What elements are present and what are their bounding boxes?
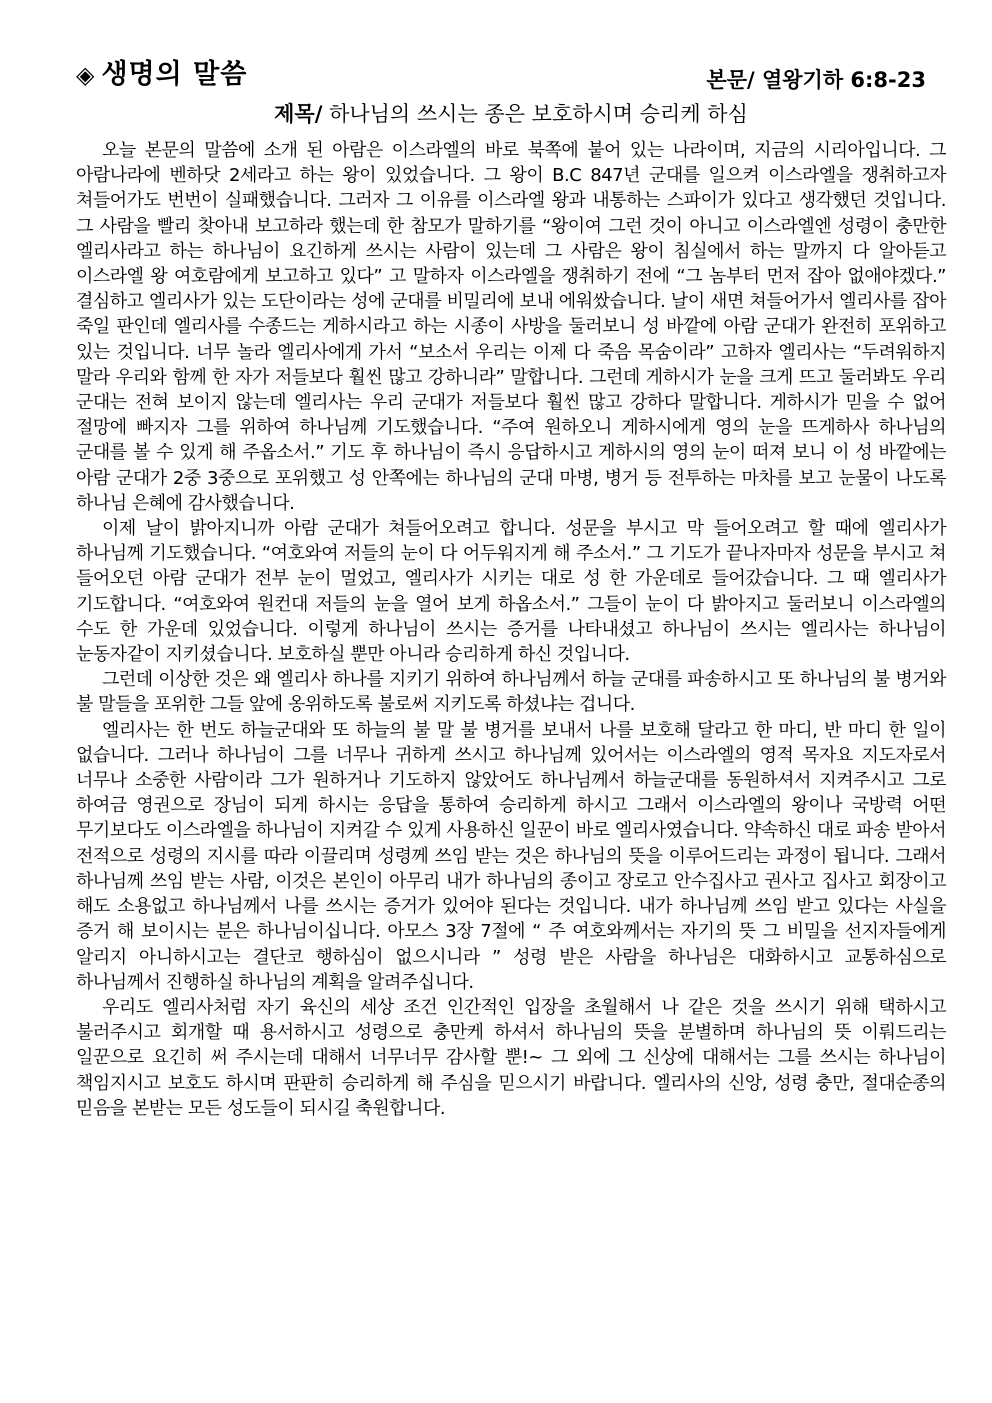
subject-text: 하나님의 쓰시는 종은 보호하시며 승리케 하심 bbox=[329, 102, 748, 126]
section-title-text: 생명의 말씀 bbox=[101, 59, 248, 90]
header bbox=[76, 52, 946, 96]
paragraph-1: 오늘 본문의 말씀에 소개 된 아람은 이스라엘의 바로 북쪽에 붙어 있는 나라이며, 지금의 시리아입니다. 그 아람나라에 벤하닷 2세라고 하는 왕이 있었습니다. 그 왕이 B.C 847년 군대를 일으켜 이스라엘을 쟁취하고자 쳐들어가도 번번이 실패했습니다. 그러자 그 이유를 이스라엘 왕과 내통하는 스파이가 있다고 생각했던 것입니다. 그 사람을 빨리 찾아내 보고하라 했는데 한 참모가 말하기를 “왕이여 그런 것이 아니고 이스라엘엔 성령이 충만한 엘리사라고 하는 하나님이 요긴하게 쓰시는 사람이 있는데 그 사람은 왕이 침실에서 하는 말까지 다 알아듣고 이스라엘 왕 여호람에게 보고하고 있다” 고 말하자 이스라엘을 쟁취하기 전에 “그 놈부터 먼저 잡아 없애야겠다.” 결심하고 엘리사가 있는 도단이라는 성에 군대를 비밀리에 보내 에워쌌습니다. 날이 새면 쳐들어가서 엘리사를 잡아 죽일 판인데 엘리사를 수종드는 게하시라고 하는 시종이 사방을 둘러보니 성 바깥에 아람 군대가 완전히 포위하고 있는 것입니다. 너무 놀라 엘리사에게 가서 “보소서 우리는 이제 다 죽음 목숨이라” 고하자 엘리사는 “두려워하지 말라 우리와 함께 한 자가 저들보다 훨씬 많고 강하니라” 말합니다. 그런데 게하시가 눈을 크게 뜨고 둘러봐도 우리 군대는 전혀 보이지 않는데 엘리사는 우리 군대가 저들보다 훨씬 많고 강하다 말합니다. 게하시가 믿을 수 없어 절망에 빠지자 그를 위하여 하나님께 기도했습니다. “주여 원하오니 게하시에게 영의 눈을 뜨게하사 하나님의 군대를 볼 수 있게 해 주옵소서.” 기도 후 하나님이 즉시 응답하시고 게하시의 영의 눈이 떠져 보니 이 성 바깥에는 아람 군대가 2중 3중으로 포위했고 성 안쪽에는 하나님의 군대 마병, 병거 등 전투하는 마차를 보고 눈물이 나도록 하나님 은혜에 감사했습니다. bbox=[76, 140, 946, 514]
scripture-ref: 열왕기하 6:8-23 bbox=[761, 68, 926, 92]
paragraph-2: 이제 날이 밝아지니까 아람 군대가 쳐들어오려고 합니다. 성문을 부시고 막 들어오려고 할 때에 엘리사가 하나님께 기도했습니다. “여호와여 저들의 눈이 다 어두워지게 해 주소서.” 그 기도가 끝나자마자 성문을 부시고 쳐 들어오던 아람 군대가 전부 눈이 멀었고, 엘리사가 시키는 대로 성 한 가운데로 들어갔습니다. 그 때 엘리사가 기도합니다. “여호와여 원컨대 저들의 눈을 열어 보게 하옵소서.” 그들이 눈이 다 밝아지고 둘러보니 이스라엘의 수도 한 가운데 있었습니다. 이렇게 하나님이 쓰시는 증거를 나타내셨고 하나님이 쓰시는 엘리사는 하나님이 눈동자같이 지키셨습니다. 보호하실 뿐만 아니라 승리하게 하신 것입니다. bbox=[76, 518, 946, 666]
scripture-reference bbox=[706, 64, 926, 94]
paragraph-5: 우리도 엘리사처럼 자기 육신의 세상 조건 인간적인 입장을 초월해서 나 같은 것을 쓰시기 위해 택하시고 불러주시고 회개할 때 용서하시고 성령으로 충만케 하셔서 하나님의 뜻을 분별하며 하나님의 뜻 이뤄드리는 일꾼으로 요긴히 써 주시는데 대해서 너무너무 감사할 뿐!~ 그 외에 그 신상에 대해서는 그를 쓰시는 하나님이 책임지시고 보호도 하시며 판판히 승리하게 해 주심을 믿으시기 바랍니다. 엘리사의 신앙, 성령 충만, 절대순종의 믿음을 본받는 모든 성도들이 되시길 축원합니다. bbox=[76, 996, 946, 1119]
sermon-subject bbox=[76, 98, 946, 128]
section-title bbox=[76, 52, 247, 91]
scripture-label: 본문/ bbox=[706, 68, 755, 92]
diamond-icon: ◈ bbox=[76, 61, 96, 89]
sermon-body bbox=[76, 138, 946, 1121]
subject-label: 제목/ bbox=[274, 102, 323, 126]
paragraph-4: 엘리사는 한 번도 하늘군대와 또 하늘의 불 말 불 병거를 보내서 나를 보호해 달라고 한 마디, 반 마디 한 일이 없습니다. 그러나 하나님이 그를 너무나 귀하게 쓰시고 하나님께 있어서는 이스라엘의 영적 목자요 지도자로서 너무나 소중한 사람이라 그가 원하거나 기도하지 않았어도 하나님께서 하늘군대를 동원하셔서 지켜주시고 그로 하여금 영권으로 장님이 되게 하시는 응답을 통하여 승리하게 하시고 그래서 이스라엘의 왕이나 국방력 어떤 무기보다도 이스라엘을 하나님이 지켜갈 수 있게 사용하신 일꾼이 바로 엘리사였습니다. 약속하신 대로 파송 받아서 전적으로 성령의 지시를 따라 이끌리며 성령께 쓰임 받는 것은 하나님의 뜻을 이루어드리는 과정이 됩니다. 그래서 하나님께 쓰임 받는 사람, 이것은 본인이 아무리 내가 하나님의 종이고 장로고 안수집사고 권사고 집사고 회장이고 해도 소용없고 하나님께서 나를 쓰시는 증거가 있어야 된다는 것입니다. 내가 하나님께 쓰임 받고 있다는 사실을 증거 해 보이시는 분은 하나님이십니다. 아모스 3장 7절에 “ 주 여호와께서는 자기의 뜻 그 비밀을 선지자들에게 알리지 아니하시고는 결단코 행하심이 없으시니라 ” 성령 받은 사람을 하나님은 대화하시고 교통하심으로 하나님께서 진행하실 하나님의 계획을 알려주십니다. bbox=[76, 719, 946, 993]
paragraph-3: 그런데 이상한 것은 왜 엘리사 하나를 지키기 위하여 하나님께서 하늘 군대를 파송하시고 또 하나님의 불 병거와 불 말들을 포위한 그들 앞에 옹위하도록 불로써 지키도록 하셨냐는 겁니다. bbox=[76, 669, 946, 716]
